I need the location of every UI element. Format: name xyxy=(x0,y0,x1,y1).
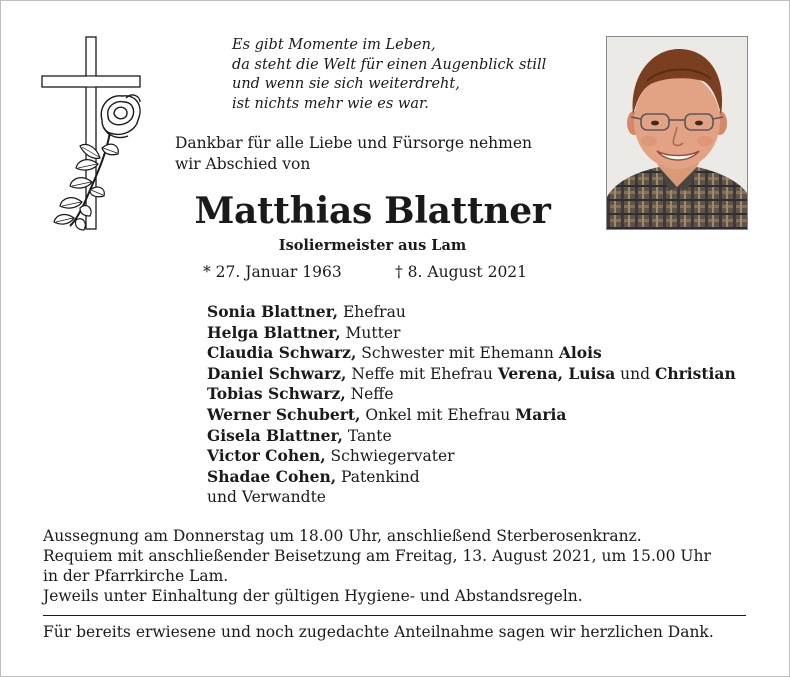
mourner-line xyxy=(207,426,736,447)
mourner-name: Gisela Blattner, xyxy=(207,425,343,445)
mourner-name: Sonia Blattner, xyxy=(207,302,339,321)
mourner-relation: Neffe mit Ehefrau xyxy=(346,364,498,383)
mourner-line xyxy=(207,343,736,364)
divider xyxy=(43,615,746,616)
poem-line: ist nichts mehr wie es war. xyxy=(232,95,429,112)
mourner-line xyxy=(207,364,736,385)
portrait-photo xyxy=(606,36,748,230)
mourner-name: Maria xyxy=(515,404,567,424)
deceased-occupation: Isoliermeister aus Lam xyxy=(278,237,467,254)
notice-line: Requiem mit anschließender Beisetzung am Freitag, 13. August 2021, um 15.00 Uhr xyxy=(43,547,711,565)
notice-line: in der Pfarrkirche Lam. xyxy=(43,567,229,585)
service-notice xyxy=(43,526,755,606)
mourner-name: Werner Schubert, xyxy=(207,404,361,424)
portrait-illustration xyxy=(607,37,747,229)
mourner-relation: Neffe xyxy=(345,385,394,404)
intro-line: Dankbar für alle Liebe und Fürsorge nehmen xyxy=(175,134,532,152)
mourner-name: Victor Cohen, xyxy=(207,446,326,466)
birth-date: * 27. Januar 1963 xyxy=(203,263,342,281)
mourner-name: Shadae Cohen, xyxy=(207,466,337,486)
mourner-name: Claudia Schwarz, xyxy=(207,343,357,363)
poem-line: Es gibt Momente im Leben, xyxy=(232,37,436,53)
cross-with-rose-icon xyxy=(40,36,144,232)
mourner-name: Daniel Schwarz, xyxy=(207,363,347,383)
notice-line: Aussegnung am Donnerstag um 18.00 Uhr, anschließend Sterberosenkranz. xyxy=(43,527,642,545)
mourner-relation: Tante xyxy=(342,426,392,445)
mourner-relation: Patenkind xyxy=(336,467,420,486)
poem-line: und wenn sie sich weiterdreht, xyxy=(232,76,460,92)
intro-line: wir Abschied von xyxy=(175,155,311,173)
poem xyxy=(232,36,546,114)
mourner-relation: und xyxy=(615,364,655,383)
mourners-list xyxy=(207,302,736,508)
mourner-name: Verena, Luisa xyxy=(497,363,616,383)
mourner-relation: Mutter xyxy=(340,323,401,342)
mourner-relation: Ehefrau xyxy=(338,303,406,321)
mourner-line xyxy=(207,446,736,467)
death-date: † 8. August 2021 xyxy=(395,263,528,281)
closing-thanks: Für bereits erwiesene und noch zugedachte Anteilnahme sagen wir herzlichen Dank. xyxy=(43,623,714,641)
mourner-line xyxy=(207,323,736,344)
mourner-name: Alois xyxy=(558,343,602,363)
mourner-relation: Schwester mit Ehemann xyxy=(356,344,559,363)
mourner-name: Christian xyxy=(655,363,736,383)
mourner-line xyxy=(207,467,736,488)
mourner-relation: und Verwandte xyxy=(207,488,326,507)
farewell-intro xyxy=(175,133,532,175)
mourner-line xyxy=(207,302,736,323)
mourner-line xyxy=(207,384,736,405)
poem-line: da steht die Welt für einen Augenblick still xyxy=(232,56,547,73)
notice-line: Jeweils unter Einhaltung der gültigen Hygiene- und Abstandsregeln. xyxy=(43,587,583,605)
mourner-relation: Schwiegervater xyxy=(325,447,455,466)
mourner-line xyxy=(207,487,736,508)
deceased-name: Matthias Blattner xyxy=(194,190,551,232)
mourner-name: Helga Blattner, xyxy=(207,322,341,342)
mourner-relation: Onkel mit Ehefrau xyxy=(360,405,516,424)
mourner-line xyxy=(207,405,736,426)
mourner-name: Tobias Schwarz, xyxy=(207,384,346,404)
